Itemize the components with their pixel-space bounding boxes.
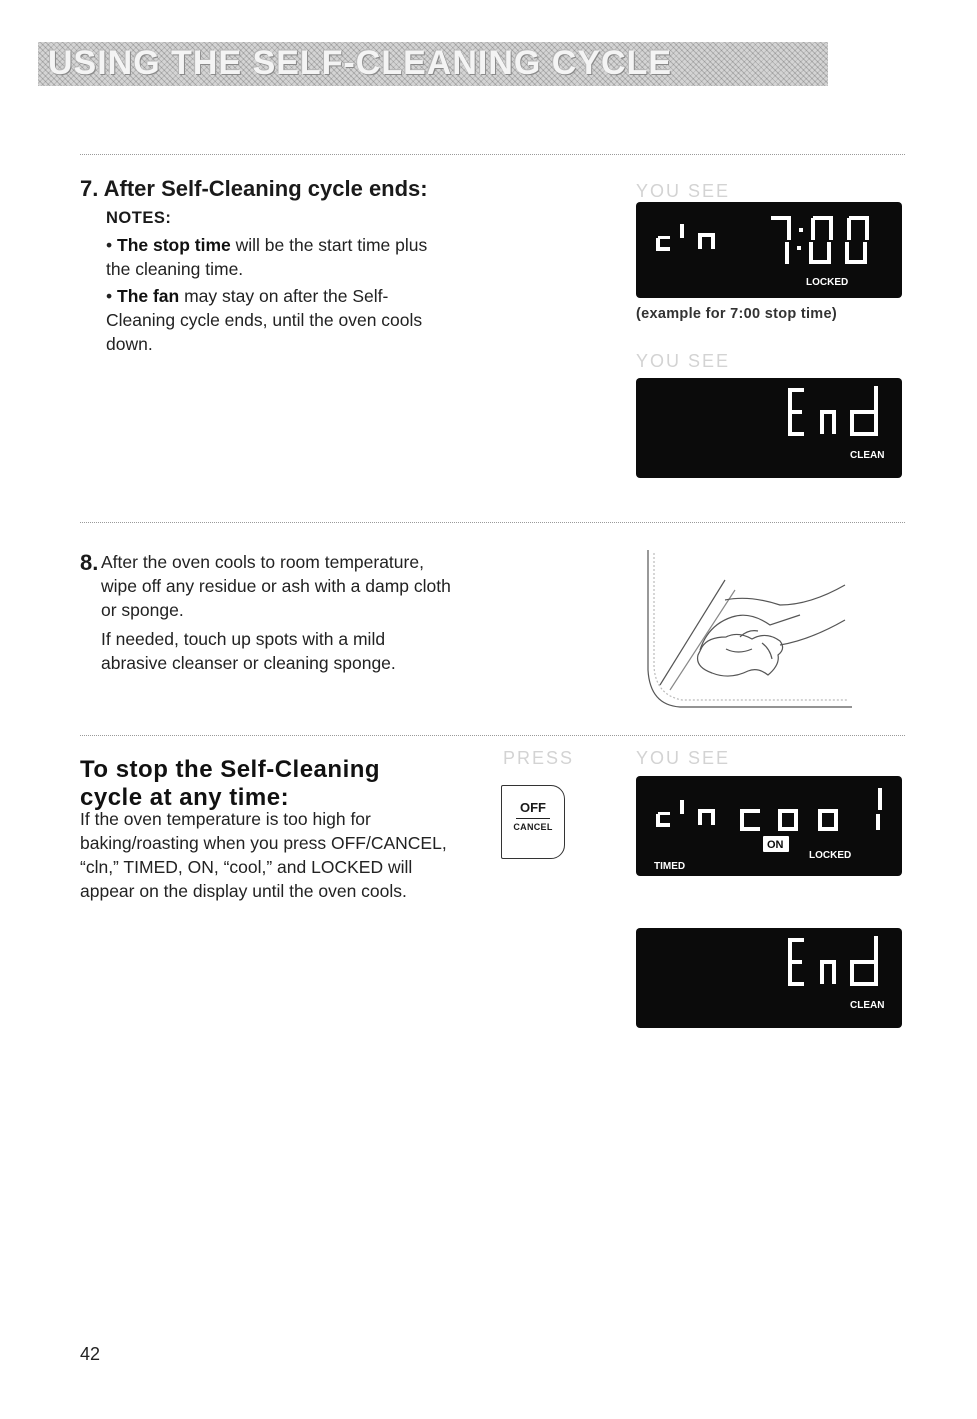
step-7-heading: 7. After Self-Cleaning cycle ends: (80, 176, 428, 201)
wiping-illustration (630, 545, 855, 715)
note-bullet-bold: The fan (117, 286, 180, 306)
oven-display-cln-cool (636, 776, 902, 876)
notes-label: NOTES: (106, 209, 172, 227)
key-off-label: OFF (520, 800, 546, 815)
key-cancel-label: CANCEL (513, 822, 553, 832)
section-banner (38, 42, 828, 86)
divider (80, 735, 905, 736)
locked-indicator: LOCKED (809, 850, 852, 861)
display-graphic (636, 776, 902, 876)
oven-display-cln-stop-time (636, 202, 902, 298)
section-title: USING THE SELF-CLEANING CYCLE (48, 44, 673, 82)
display-graphic (636, 928, 902, 1028)
oven-display-end (636, 378, 902, 478)
you-see-label: YOU SEE (636, 351, 731, 371)
stop-heading: To stop the Self-Cleaning cycle at any time: (80, 756, 381, 811)
note-bullet-bold: The stop time (117, 235, 231, 255)
note-bullet: • The stop time will be the start time plus the cleaning time. (106, 235, 428, 279)
page-number: 42 (80, 1344, 101, 1364)
key-divider (516, 818, 550, 819)
off-cancel-key[interactable] (501, 785, 565, 859)
you-see-label: YOU SEE (636, 181, 731, 201)
press-label: PRESS (503, 748, 575, 768)
step-8-number: 8. (80, 550, 99, 575)
divider (80, 154, 905, 155)
clean-indicator: CLEAN (850, 450, 885, 461)
timed-indicator: TIMED (654, 861, 686, 872)
oven-display-end (636, 928, 902, 1028)
display-graphic (636, 378, 902, 478)
display-graphic (636, 202, 902, 298)
on-indicator: ON (767, 839, 784, 851)
step-8-paragraph: After the oven cools to room temperature, wipe off any residue or ash with a damp cloth or sponge. (101, 552, 451, 620)
stop-paragraph: If the oven temperature is too high for baking/roasting when you press OFF/CANCEL, “cln,” TIMED, ON, “cool,” and LOCKED will appear on the display until the oven cools. (80, 809, 447, 901)
clean-indicator: CLEAN (850, 1000, 885, 1011)
step-8-paragraph: If needed, touch up spots with a mild abrasive cleanser or cleaning sponge. (101, 629, 396, 673)
locked-indicator: LOCKED (806, 277, 849, 288)
note-bullet: • The fan may stay on after the Self-Cleaning cycle ends, until the oven cools down. (106, 286, 423, 354)
divider (80, 522, 905, 523)
note-bullet-text: will be the start time plus the cleaning time. (106, 235, 428, 279)
you-see-label: YOU SEE (636, 748, 731, 768)
note-bullet-text: may stay on after the Self-Cleaning cycle ends, until the oven cools down. (106, 286, 423, 354)
example-caption: (example for 7:00 stop time) (636, 306, 837, 322)
